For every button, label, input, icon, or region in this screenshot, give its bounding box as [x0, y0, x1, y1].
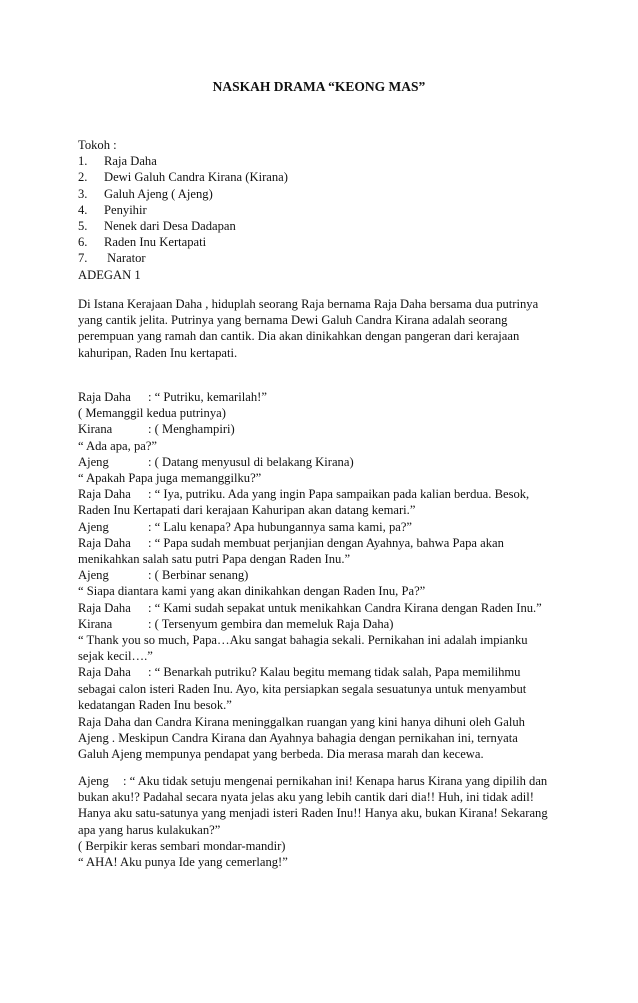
- intro-paragraph: [78, 296, 582, 361]
- cast-name: Raden Inu Kertapati: [104, 235, 207, 250]
- cast-list: [78, 153, 582, 266]
- speaker-name: Raja Daha: [78, 665, 131, 680]
- monologue-line: [78, 822, 582, 838]
- dialog-text: sejak kecil….”: [78, 649, 153, 664]
- monologue-text: : “ Aku tidak setuju mengenai pernikahan ini! Kenapa harus Kirana yang dipilih dan: [123, 774, 548, 788]
- speaker-name: Ajeng: [78, 774, 109, 788]
- monologue-line: [78, 838, 582, 854]
- dialog-line: [78, 470, 582, 486]
- dialog-text: “ Siapa diantara kami yang akan dinikahkan dengan Raden Inu, Pa?”: [78, 584, 426, 599]
- cast-number: 7.: [78, 251, 88, 266]
- dialog-line: [78, 454, 582, 470]
- speaker-name: Raja Daha: [78, 487, 131, 502]
- dialog-text: : “ Kami sudah sepakat untuk menikahkan Candra Kirana dengan Raden Inu.”: [148, 600, 542, 615]
- cast-number: 2.: [78, 170, 88, 185]
- cast-name: Narator: [104, 251, 146, 266]
- intro-line: perempuan yang ramah dan cantik. Dia akan dinikahkan dengan pangeran dari kerajaan: [78, 329, 520, 344]
- dialog-text: “ Ada apa, pa?”: [78, 438, 158, 453]
- dialog-line: [78, 600, 582, 616]
- cast-number: 4.: [78, 202, 88, 217]
- dialog-text: kedatangan Raden Inu besok.”: [78, 697, 232, 712]
- monologue-text: apa yang harus kulakukan?”: [78, 822, 221, 837]
- dialog-text: “ Thank you so much, Papa…Aku sangat bahagia sekali. Pernikahan ini adalah impianku: [78, 633, 528, 648]
- dialog-text: menikahkan salah satu putri Papa dengan Raden Inu.”: [78, 552, 351, 567]
- intro-line: Di Istana Kerajaan Daha , hiduplah seorang Raja bernama Raja Daha bersama dua putrinya: [78, 297, 539, 311]
- monologue-line: [78, 789, 582, 805]
- dialog-text: Raden Inu Kertapati dari kerajaan Kahuripan akan datang kemari.”: [78, 503, 416, 518]
- monologue-line: [78, 854, 582, 870]
- intro-line: yang cantik jelita. Putrinya yang bernama Dewi Galuh Candra Kirana adalah seorang: [78, 313, 508, 328]
- dialog-line: [78, 438, 582, 454]
- dialog-text: “ Apakah Papa juga memanggilku?”: [78, 471, 262, 486]
- dialog-line: [78, 632, 582, 648]
- dialog-text: sebagai calon isteri Raden Inu. Ayo, kita persiapkan segala sesuatunya untuk menyambut: [78, 681, 527, 696]
- dialog-line: [78, 551, 582, 567]
- dialog-line: [78, 648, 582, 664]
- speaker-name: Kirana: [78, 422, 113, 437]
- dialog-line: [78, 405, 582, 421]
- dialog-line: [78, 583, 582, 599]
- cast-item: [78, 169, 582, 185]
- dialog-line: [78, 681, 582, 697]
- dialog-text: : “ Putriku, kemarilah!”: [148, 390, 267, 404]
- speaker-name: Raja Daha: [78, 390, 131, 404]
- cast-item: [78, 153, 582, 169]
- speaker-name: Ajeng: [78, 568, 109, 583]
- dialog-text: : ( Datang menyusul di belakang Kirana): [148, 454, 354, 469]
- speaker-name: Kirana: [78, 616, 113, 631]
- dialog-line: [78, 486, 582, 502]
- dialog-text: : “ Benarkah putriku? Kalau begitu memang tidak salah, Papa memilihmu: [148, 665, 521, 680]
- dialog-line: [78, 616, 582, 632]
- monologue-line: [78, 805, 582, 821]
- cast-heading: Tokoh :: [78, 138, 117, 152]
- dialog-line: [78, 535, 582, 551]
- speaker-name: Raja Daha: [78, 600, 131, 615]
- cast-number: 6.: [78, 235, 88, 250]
- cast-number: 3.: [78, 186, 88, 201]
- cast-number: 5.: [78, 219, 88, 234]
- monologue-text: “ AHA! Aku punya Ide yang cemerlang!”: [78, 855, 288, 870]
- dialog-text: : ( Berbinar senang): [148, 568, 249, 583]
- cast-name: Dewi Galuh Candra Kirana (Kirana): [104, 170, 288, 185]
- dialog-text: : “ Lalu kenapa? Apa hubungannya sama kami, pa?”: [148, 519, 413, 534]
- cast-name: Nenek dari Desa Dadapan: [104, 219, 236, 234]
- cast-number: 1.: [78, 154, 88, 169]
- dialog-text: : ( Tersenyum gembira dan memeluk Raja Daha): [148, 616, 394, 631]
- intro-line: kahuripan, Raden Inu kertapati.: [78, 345, 238, 360]
- cast-section: [78, 137, 582, 267]
- dialog-text: : “ Iya, putriku. Ada yang ingin Papa sampaikan pada kalian berdua. Besok,: [148, 487, 530, 502]
- narration-line: Ajeng . Meskipun Candra Kirana dan Ayahnya bahagia dengan pernikahan ini, ternyata: [78, 731, 518, 746]
- dialog-line: [78, 389, 582, 405]
- dialog-line: [78, 697, 582, 713]
- monologue-text: Hanya aku satu-satunya yang menjadi isteri Raden Inu!! Hanya aku, bukan Kirana! Sekarang: [78, 806, 548, 821]
- narration-line: Galuh Ajeng mempunya pendapat yang berbeda. Dia merasa marah dan kecewa.: [78, 747, 484, 762]
- narration-paragraph: [78, 714, 582, 763]
- cast-name: Penyihir: [104, 202, 147, 217]
- monologue-text: ( Berpikir keras sembari mondar-mandir): [78, 838, 286, 853]
- cast-name: Galuh Ajeng ( Ajeng): [104, 186, 213, 201]
- speaker-name: Ajeng: [78, 519, 109, 534]
- cast-item: [78, 186, 582, 202]
- dialog-text: : “ Papa sudah membuat perjanjian dengan Ayahnya, bahwa Papa akan: [148, 535, 504, 550]
- cast-item: [78, 218, 582, 234]
- dialog-text: ( Memanggil kedua putrinya): [78, 406, 226, 421]
- dialog-line: [78, 664, 582, 680]
- document-title: NASKAH DRAMA “KEONG MAS”: [212, 79, 426, 94]
- cast-item: [78, 234, 582, 250]
- speaker-name: Raja Daha: [78, 535, 131, 550]
- speaker-name: Ajeng: [78, 454, 109, 469]
- dialog-text: : ( Menghampiri): [148, 422, 235, 437]
- dialog-section: [78, 389, 582, 713]
- cast-item: [78, 202, 582, 218]
- cast-item: [78, 250, 582, 266]
- monologue-text: bukan aku!? Padahal secara nyata jelas aku yang lebih cantik dari dia!! Huh, ini tidak adil!: [78, 790, 535, 805]
- dialog-line: [78, 421, 582, 437]
- dialog-line: [78, 519, 582, 535]
- dialog-line: [78, 567, 582, 583]
- dialog-line: [78, 502, 582, 518]
- cast-name: Raja Daha: [104, 154, 157, 169]
- monologue-line: [78, 773, 582, 789]
- narration-line: Raja Daha dan Candra Kirana meninggalkan ruangan yang kini hanya dihuni oleh Galuh: [78, 715, 525, 729]
- monologue-section: [78, 773, 582, 870]
- scene-heading: ADEGAN 1: [78, 268, 141, 282]
